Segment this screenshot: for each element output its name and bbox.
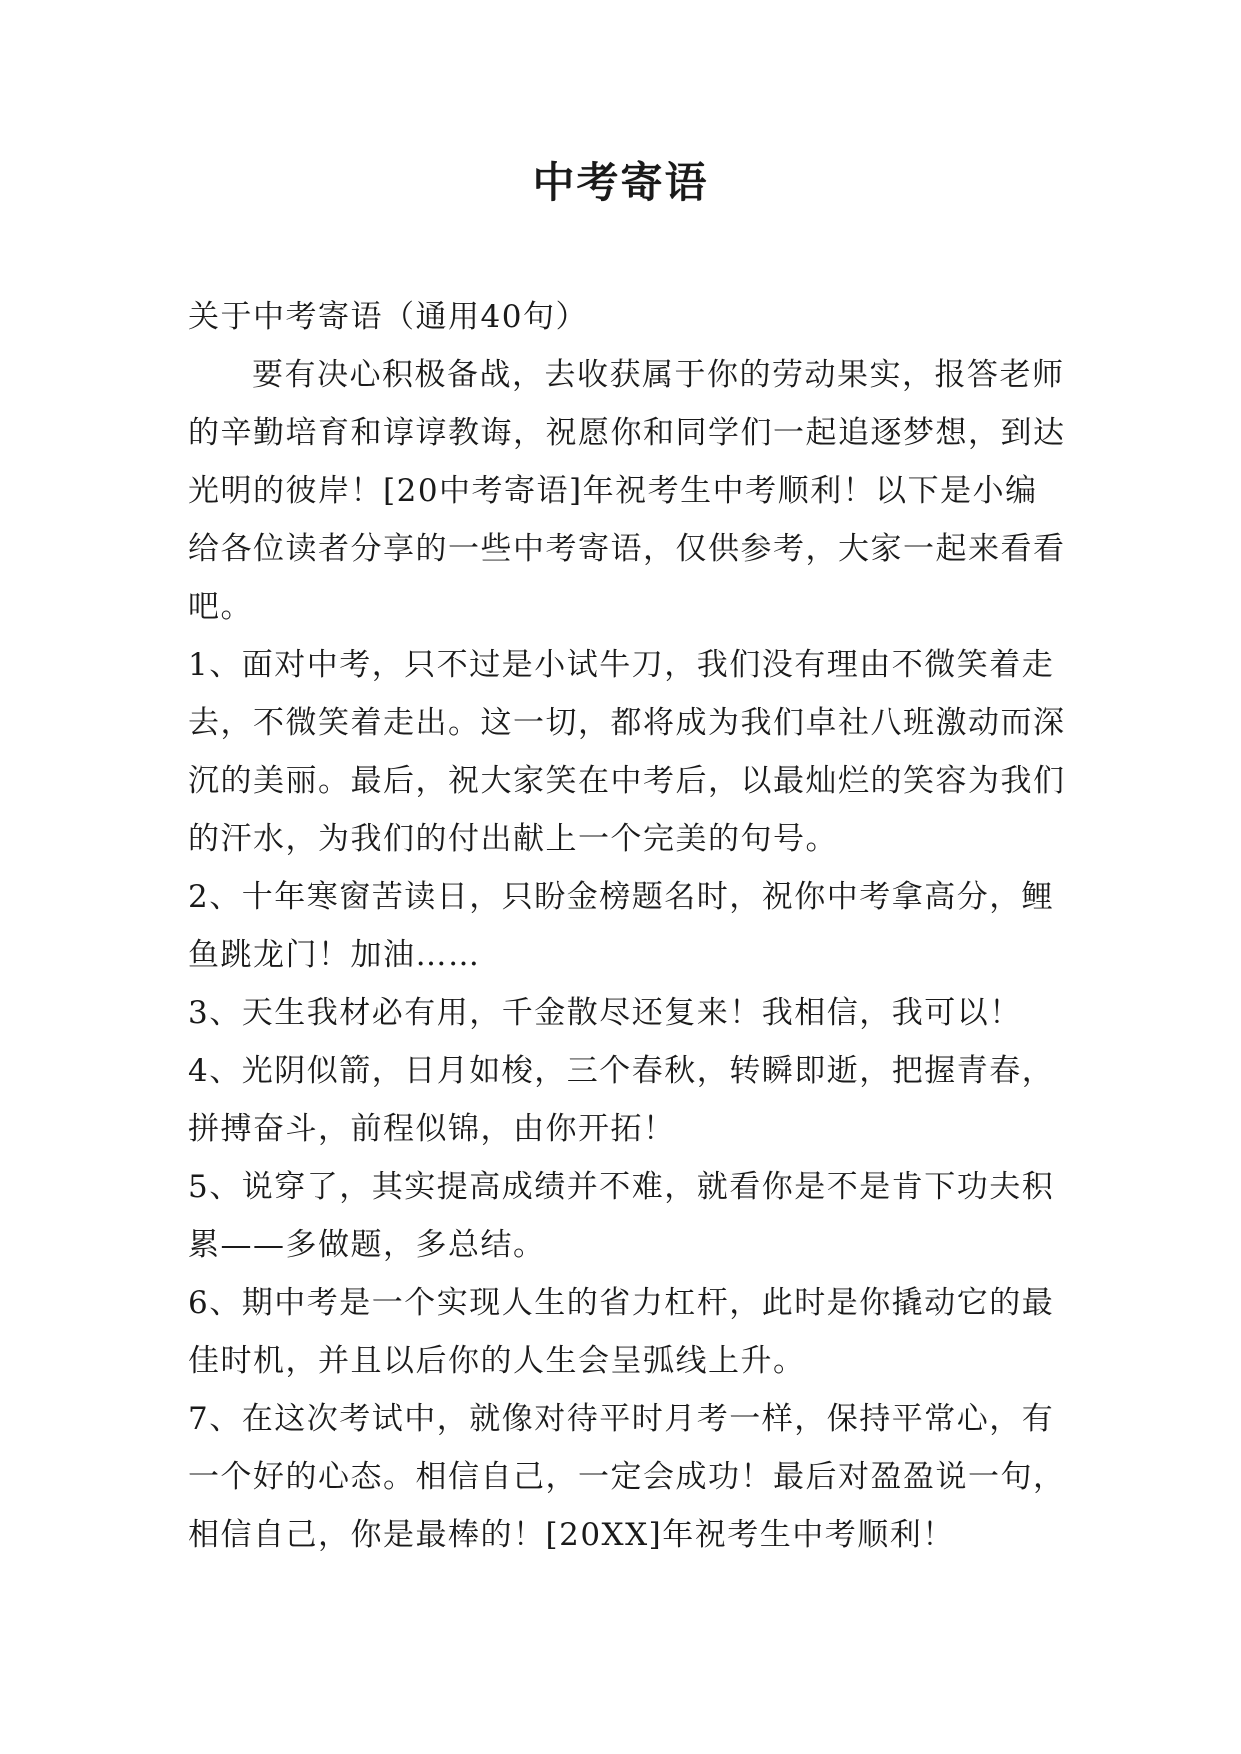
list-item: 4、光阴似箭，日月如梭，三个春秋，转瞬即逝，把握青春，拼搏奋斗，前程似锦，由你开拓！: [188, 1053, 1055, 1147]
list-item: 6、期中考是一个实现人生的省力杠杆，此时是你撬动它的最佳时机，并且以后你的人生会呈弧线上升。: [188, 1285, 1055, 1379]
document-subtitle: 关于中考寄语（通用40句）: [188, 299, 588, 335]
list-item: 3、天生我材必有用，千金散尽还复来！我相信，我可以！: [188, 995, 1022, 1031]
list-item: 7、在这次考试中，就像对待平时月考一样，保持平常心，有一个好的心态。相信自己，一定会成功！最后对盈盈说一句，相信自己，你是最棒的！[20XX]年祝考生中考顺利！: [188, 1401, 1066, 1553]
list-item: 5、说穿了，其实提高成绩并不难，就看你是不是肯下功夫积累——多做题，多总结。: [188, 1169, 1055, 1263]
list-item: 2、十年寒窗苦读日，只盼金榜题名时，祝你中考拿高分，鲤鱼跳龙门！加油……: [188, 879, 1055, 973]
document-title: 中考寄语: [532, 158, 709, 207]
list-item: 1、面对中考，只不过是小试牛刀，我们没有理由不微笑着走去，不微笑着走出。这一切，都将成为我们卓社八班激动而深沉的美丽。最后，祝大家笑在中考后，以最灿烂的笑容为我们的汗水，为我们的付出献上一个完美的句号。: [188, 647, 1066, 857]
intro-paragraph: 要有决心积极备战，去收获属于你的劳动果实，报答老师的辛勤培育和谆谆教诲，祝愿你和同学们一起追逐梦想，到达光明的彼岸！[20中考寄语]年祝考生中考顺利！以下是小编给各位读者分享的一些中考寄语，仅供参考，大家一起来看看吧。: [188, 357, 1066, 625]
document-body: [188, 288, 1068, 1564]
